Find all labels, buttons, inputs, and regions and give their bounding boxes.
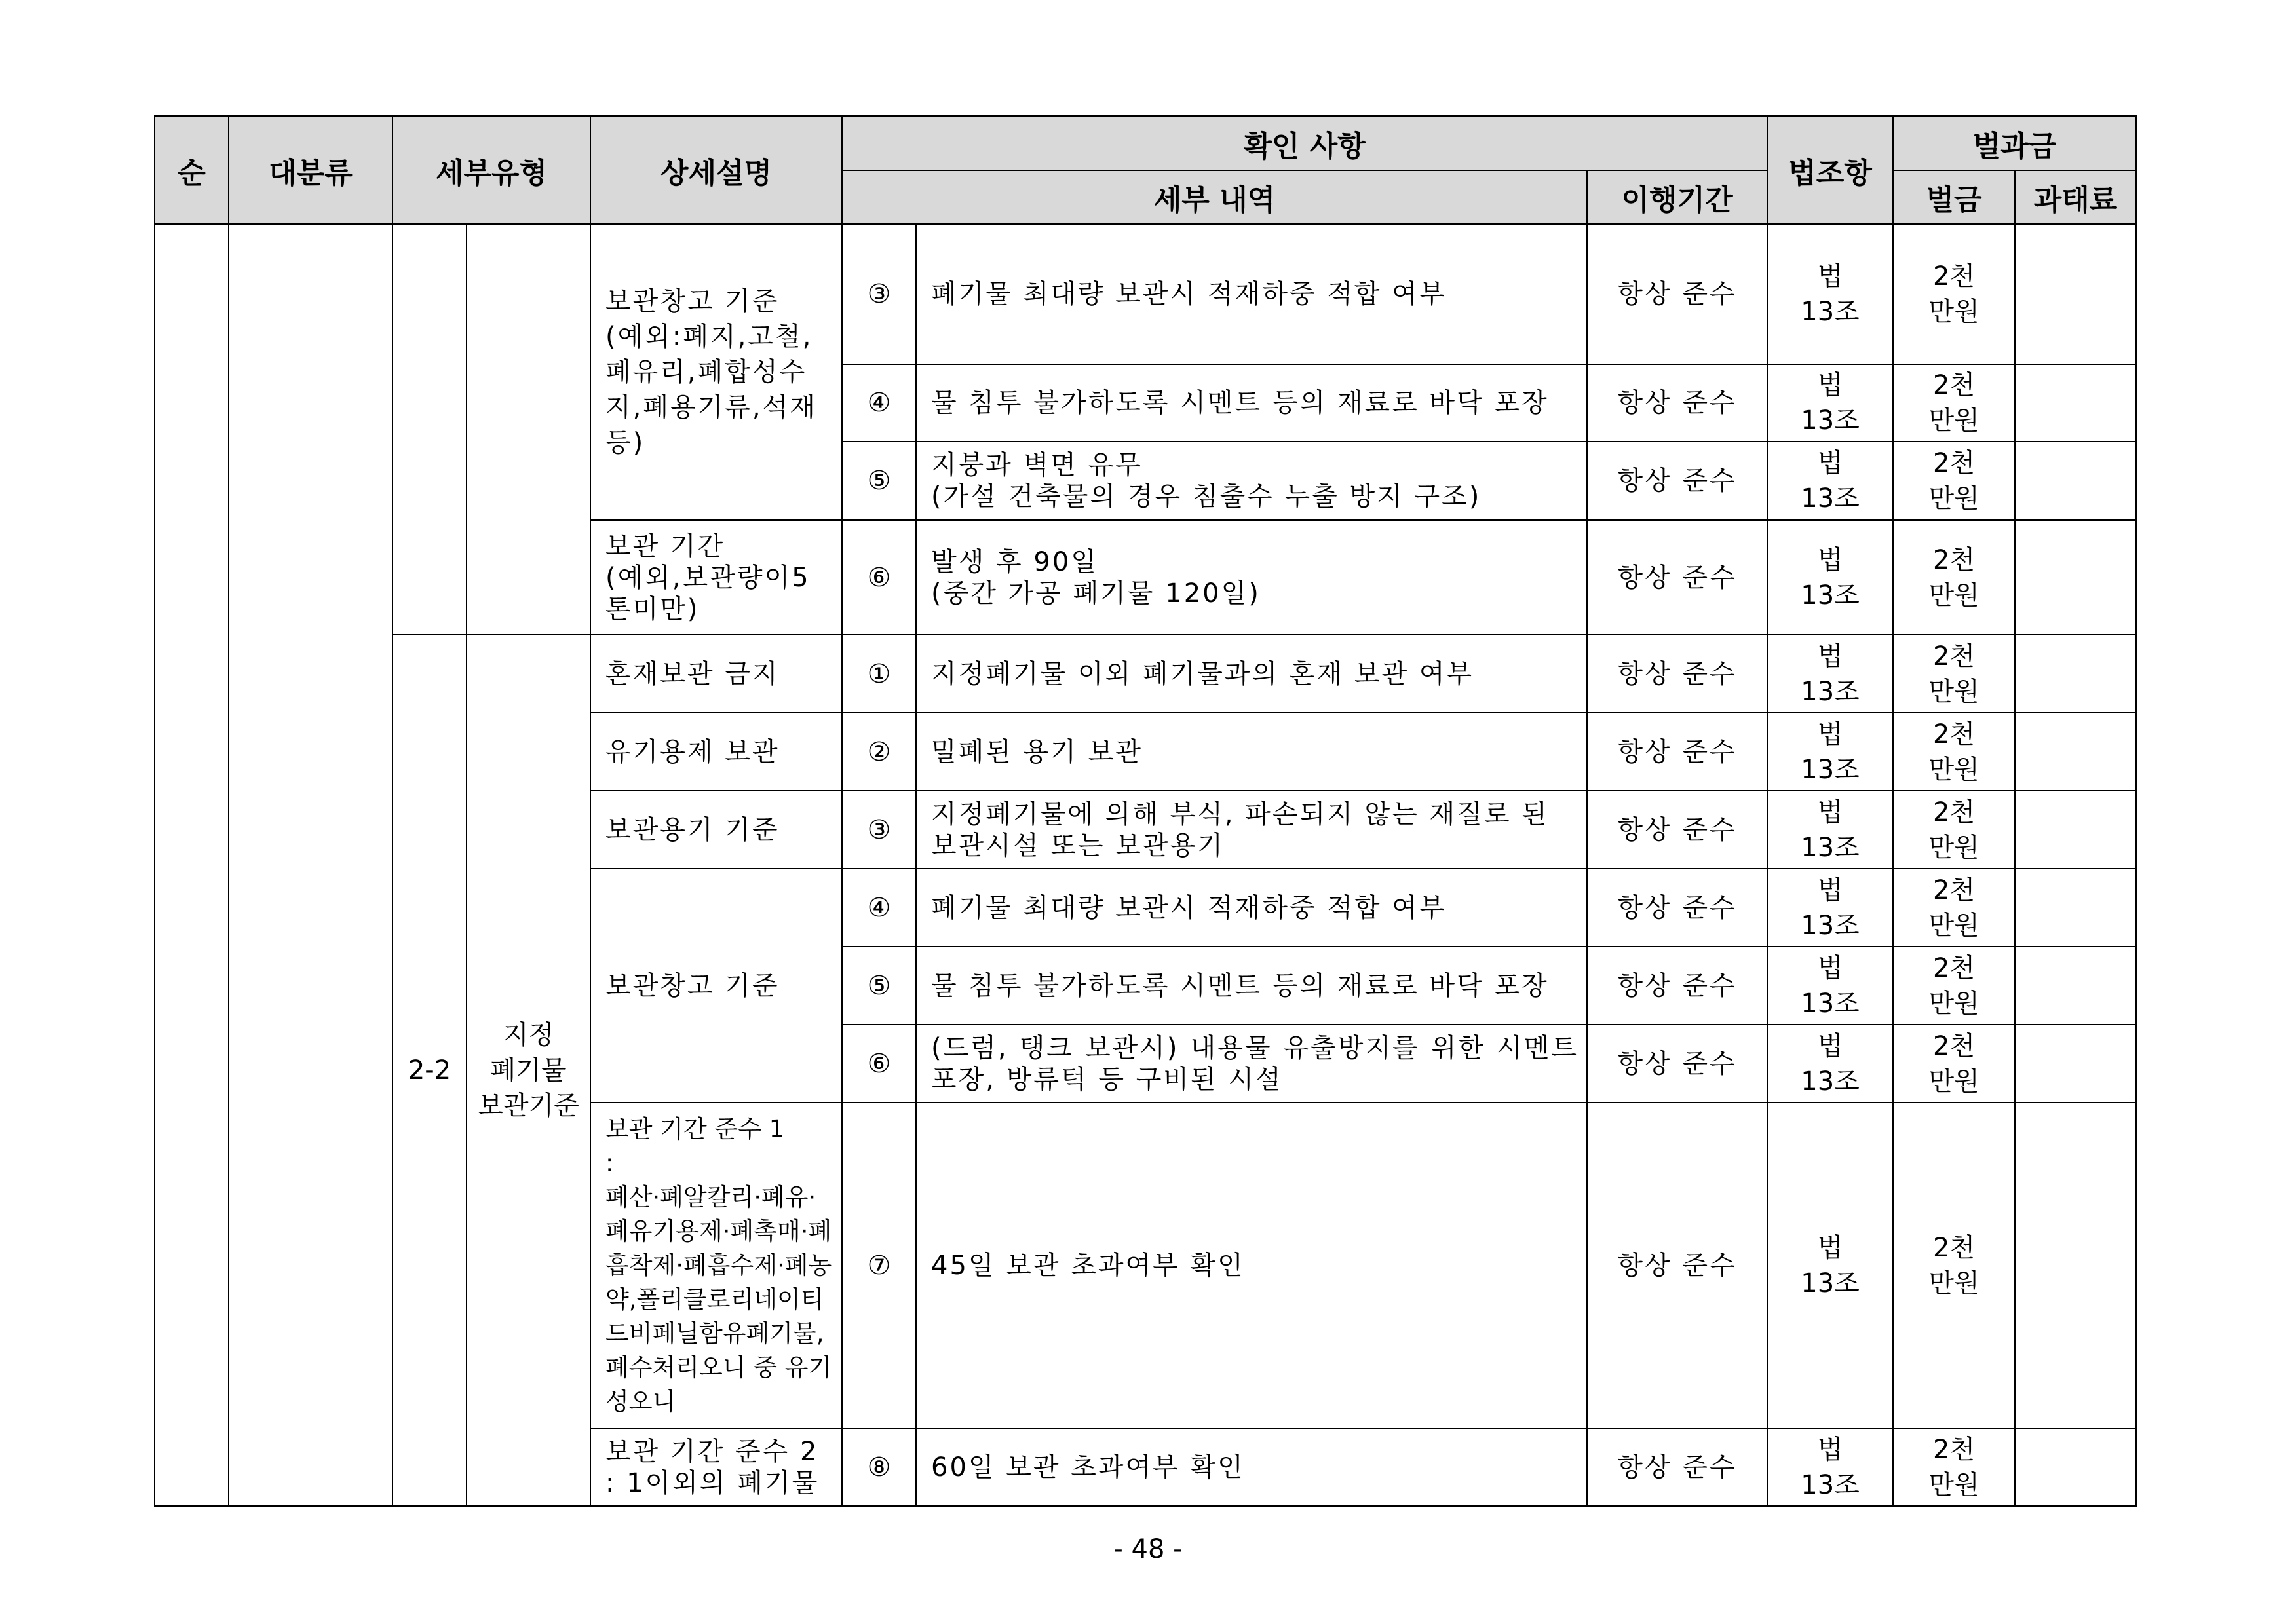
- row-surcharge: [2015, 947, 2136, 1025]
- subtype-name-2-2: 지정 폐기물 보관기준: [467, 635, 590, 1506]
- row-law: 법 13조: [1767, 364, 1893, 442]
- row-period: 항상 준수: [1587, 364, 1767, 442]
- header-fine: 벌금: [1893, 170, 2015, 224]
- header-period: 이행기간: [1587, 170, 1767, 224]
- row-law: 법 13조: [1767, 520, 1893, 635]
- row-surcharge: [2015, 869, 2136, 947]
- desc-organic: 유기용제 보관: [590, 713, 842, 791]
- table-row: [155, 635, 2136, 713]
- row-law: 법 13조: [1767, 713, 1893, 791]
- row-surcharge: [2015, 635, 2136, 713]
- header-seq: 순: [155, 116, 229, 224]
- row-number: ③: [842, 224, 916, 364]
- row-content: 지정폐기물에 의해 부식, 파손되지 않는 재질로 된 보관시설 또는 보관용기: [916, 791, 1587, 869]
- row-surcharge: [2015, 520, 2136, 635]
- row-number: ⑤: [842, 947, 916, 1025]
- row-number: ①: [842, 635, 916, 713]
- header-surcharge: 과태료: [2015, 170, 2136, 224]
- row-number: ⑧: [842, 1429, 916, 1506]
- row-period: 항상 준수: [1587, 869, 1767, 947]
- header-subtype: 세부유형: [392, 116, 590, 224]
- row-number: ⑥: [842, 1025, 916, 1103]
- desc-warehouse: 보관창고 기준: [590, 869, 842, 1103]
- desc-period-1: 보관 기간 준수 1 : 폐산·폐알칼리·폐유·폐유기용제·폐촉매·폐흡착제·폐흡수제·폐농약,폴리클로리네이티드비페닐함유폐기물,폐수처리오니 중 유기성오니: [590, 1103, 842, 1429]
- row-number: ②: [842, 713, 916, 791]
- row-period: 항상 준수: [1587, 1429, 1767, 1506]
- row-law: 법 13조: [1767, 1103, 1893, 1429]
- row-period: 항상 준수: [1587, 1103, 1767, 1429]
- row-period: 항상 준수: [1587, 442, 1767, 520]
- row-law: 법 13조: [1767, 442, 1893, 520]
- row-number: ④: [842, 364, 916, 442]
- table-row: [155, 224, 2136, 364]
- subtype-code-cell: [392, 224, 467, 635]
- row-fine: 2천 만원: [1893, 1103, 2015, 1429]
- row-period: 항상 준수: [1587, 224, 1767, 364]
- desc-storage-period: 보관 기간 (예외,보관량이5톤미만): [590, 520, 842, 635]
- row-period: 항상 준수: [1587, 713, 1767, 791]
- desc-text: 보관창고 기준 (예외:폐지,고철,폐유리,폐합성수지,폐용기류,석재등): [605, 286, 817, 458]
- row-content: 폐기물 최대량 보관시 적재하중 적합 여부: [916, 224, 1587, 364]
- major-cell: [229, 224, 392, 1506]
- row-content: 물 침투 불가하도록 시멘트 등의 재료로 바닥 포장: [916, 364, 1587, 442]
- row-fine: 2천 만원: [1893, 520, 2015, 635]
- header-detail-desc: 상세설명: [590, 116, 842, 224]
- row-fine: 2천 만원: [1893, 224, 2015, 364]
- header-penalty: 벌과금: [1893, 116, 2136, 170]
- seq-cell: [155, 224, 229, 1506]
- row-content: 지정폐기물 이외 폐기물과의 혼재 보관 여부: [916, 635, 1587, 713]
- row-surcharge: [2015, 713, 2136, 791]
- row-number: ⑦: [842, 1103, 916, 1429]
- row-content: 45일 보관 초과여부 확인: [916, 1103, 1587, 1429]
- row-fine: 2천 만원: [1893, 1429, 2015, 1506]
- row-fine: 2천 만원: [1893, 713, 2015, 791]
- page-number: - 48 -: [1113, 1534, 1183, 1564]
- header-major: 대분류: [229, 116, 392, 224]
- row-content: (드럼, 탱크 보관시) 내용물 유출방지를 위한 시멘트 포장, 방류턱 등 구비된 시설: [916, 1025, 1587, 1103]
- row-period: 항상 준수: [1587, 791, 1767, 869]
- table-body: [155, 224, 2136, 1506]
- row-content: 밀폐된 용기 보관: [916, 713, 1587, 791]
- row-fine: 2천 만원: [1893, 869, 2015, 947]
- row-period: 항상 준수: [1587, 1025, 1767, 1103]
- row-surcharge: [2015, 364, 2136, 442]
- row-fine: 2천 만원: [1893, 364, 2015, 442]
- row-fine: 2천 만원: [1893, 635, 2015, 713]
- row-fine: 2천 만원: [1893, 442, 2015, 520]
- row-law: 법 13조: [1767, 791, 1893, 869]
- row-law: 법 13조: [1767, 1429, 1893, 1506]
- row-surcharge: [2015, 791, 2136, 869]
- row-content: 60일 보관 초과여부 확인: [916, 1429, 1587, 1506]
- row-surcharge: [2015, 1103, 2136, 1429]
- row-surcharge: [2015, 224, 2136, 364]
- row-number: ③: [842, 791, 916, 869]
- row-content: 지붕과 벽면 유무 (가설 건축물의 경우 침출수 누출 방지 구조): [916, 442, 1587, 520]
- row-fine: 2천 만원: [1893, 947, 2015, 1025]
- row-period: 항상 준수: [1587, 635, 1767, 713]
- row-number: ⑤: [842, 442, 916, 520]
- header-detail-content: 세부 내역: [842, 170, 1587, 224]
- row-fine: 2천 만원: [1893, 791, 2015, 869]
- row-law: 법 13조: [1767, 224, 1893, 364]
- row-content: 물 침투 불가하도록 시멘트 등의 재료로 바닥 포장: [916, 947, 1587, 1025]
- desc-period-2: 보관 기간 준수 2 : 1이외의 폐기물: [590, 1429, 842, 1506]
- desc-container: 보관용기 기준: [590, 791, 842, 869]
- desc-storage-criteria: [590, 224, 842, 520]
- row-surcharge: [2015, 442, 2136, 520]
- row-period: 항상 준수: [1587, 520, 1767, 635]
- subtype-name-cell: [467, 224, 590, 635]
- table-header: [155, 116, 2136, 224]
- desc-mixed: 혼재보관 금지: [590, 635, 842, 713]
- header-law: 법조항: [1767, 116, 1893, 224]
- subtype-code-2-2: 2-2: [392, 635, 467, 1506]
- header-check-items: 확인 사항: [842, 116, 1767, 170]
- row-fine: 2천 만원: [1893, 1025, 2015, 1103]
- row-law: 법 13조: [1767, 635, 1893, 713]
- row-surcharge: [2015, 1429, 2136, 1506]
- row-content: 발생 후 90일 (중간 가공 폐기물 120일): [916, 520, 1587, 635]
- row-surcharge: [2015, 1025, 2136, 1103]
- inspection-table: [154, 115, 2137, 1507]
- row-law: 법 13조: [1767, 1025, 1893, 1103]
- row-law: 법 13조: [1767, 947, 1893, 1025]
- row-period: 항상 준수: [1587, 947, 1767, 1025]
- row-number: ④: [842, 869, 916, 947]
- row-law: 법 13조: [1767, 869, 1893, 947]
- row-number: ⑥: [842, 520, 916, 635]
- row-content: 폐기물 최대량 보관시 적재하중 적합 여부: [916, 869, 1587, 947]
